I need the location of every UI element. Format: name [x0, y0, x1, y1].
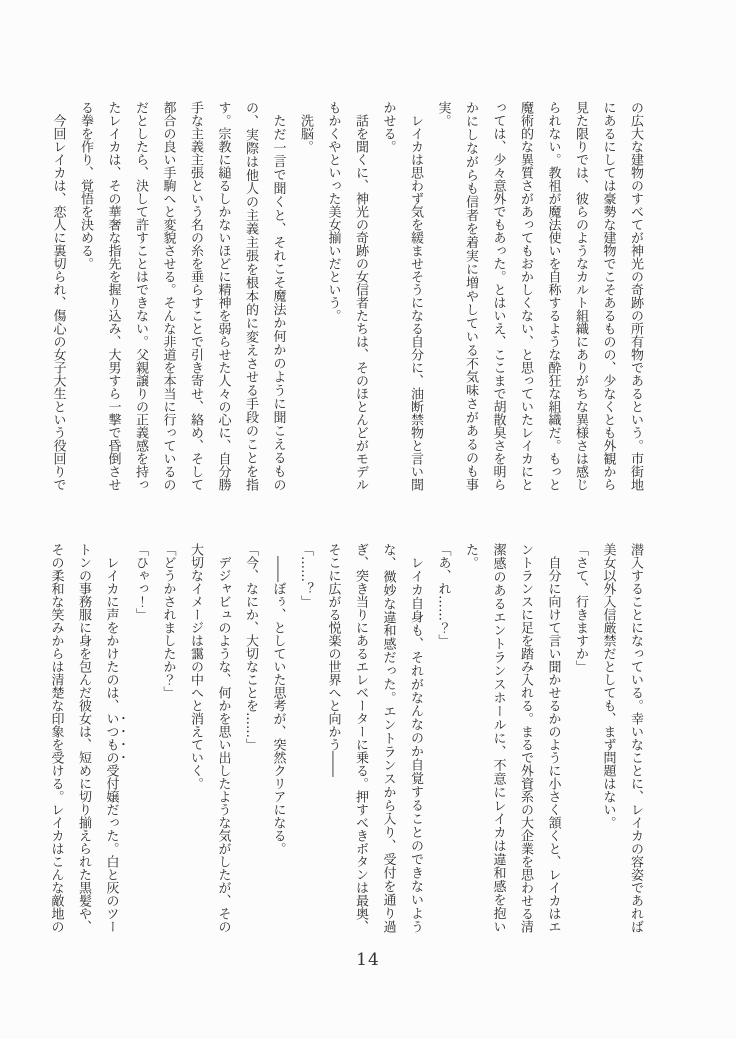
paragraph: [237, 543, 265, 933]
paragraph: [567, 543, 595, 933]
text-run: 今回レイカは、恋人に裏切られ、傷心の女子大生という役回りで: [50, 114, 66, 491]
text-run: レイカ自身も、それがなんなのか自覚することのできないような、微妙な違和感だった。エントランスから入り、受付を通り過ぎ、突き当りにあるエレベーターに乗る。押すべきボタンは最奥、そこに広がる悦楽の世界へと向かう――: [325, 543, 423, 934]
paragraph: [319, 543, 429, 933]
text-run: 「……？」: [298, 543, 313, 608]
text-run: の広大な建物のすべてが神光の奇跡の所有物であるという。市街地にあるにしては豪勢な建物でこそあるものの、少なくとも外観から見た限りでは、彼らのようなカルト組織にありがちな異様さは感じられない。教祖が魔法使いを自称するような酔狂な組織だ。もっと魔術的な異質さがあってもおかしくない、と思っていたレイカにとっては、少々意外でもあった。とはいえ、ここまで胡散臭さを明らかにしながらも信者を着実に増やしている不気味さがあるのも事実。: [435, 101, 643, 491]
text-run: 話を聞くに、神光の奇跡の女信者たちは、そのほとんどがモデルもかくやといった美女揃いだという。: [325, 101, 368, 491]
paragraph: [264, 543, 292, 933]
text-run: ただ一言で聞くと、それこそ魔法か何かのように聞こえるものの、実際は他人の主義主張を根本的に変えさせる手段のことを指す。宗教に縋るしかないほどに精神を弱らせた人々の心に、自分勝手な主義主張という名の糸を垂らすことで引き寄せ、絡め、そして都合の良い手駒へと変貌させる。そんな非道を本当に行っているのだとしたら、決して許すことはできない。父親譲りの正義感を持ったレイカは、その華奢な指先を握り込み、大男すら一撃で昏倒させる拳を作り、覚悟を決める。: [78, 101, 286, 491]
text-run: 洗脳。: [298, 114, 313, 153]
paragraph: [374, 101, 429, 491]
text-run: 自分に向けて言い聞かせるかのように小さく頷くと、レイカはエントランスに足を踏み入れる。まるで外資系の大企業を思わせる清潔感のあるエントランスホールに、不意にレイカは違和感を抱いた。: [463, 543, 561, 933]
text-band-bottom: [42, 543, 649, 933]
text-run: 受付嬢だった。白と灰のツートンの事務服に身を包んだ彼女は、短めに切り揃えられた黒髪や、その柔和な笑みからは清楚な印象を受ける。レイカはこんな敵地の: [48, 543, 119, 933]
paragraph: [429, 543, 457, 933]
paragraph: [42, 543, 127, 933]
paragraph: [182, 543, 237, 933]
emphasized-text: いつもの: [103, 712, 119, 764]
paragraph: [292, 101, 320, 491]
paragraph: [72, 101, 292, 491]
text-run: 「今、なにか、大切なことを……」: [243, 543, 258, 751]
text-run: 潜入することになっている。幸いなことに、レイカの容姿であれば美女以外入信厳禁だとしても、まず問題はない。: [600, 543, 643, 933]
paragraph: [319, 101, 374, 491]
text-run: 「さて、行きますか」: [573, 543, 588, 673]
text-run: ――ぼぅ、としていた思考が、突然クリアになる。: [270, 556, 286, 855]
paragraph: [154, 543, 182, 933]
paragraph: [292, 543, 320, 933]
paragraph: [127, 543, 155, 933]
text-band-top: [44, 101, 649, 491]
text-run: 「あ、れ……？」: [435, 543, 451, 647]
text-run: デジャビュのような、何かを思い出したような気がしたが、その大切なイメージは靄の中へと消えていく。: [188, 543, 231, 933]
text-run: レイカは思わず気を緩ませそうになる自分に、油断禁物と言い聞かせる。: [380, 101, 423, 491]
page-number: 14: [356, 950, 380, 970]
text-run: 「ひゃっ！」: [133, 543, 148, 621]
text-run: レイカに声をかけたのは、: [103, 556, 119, 712]
paragraph: [594, 543, 649, 933]
paragraph: [44, 101, 72, 491]
paragraph: [429, 101, 649, 491]
paragraph: [457, 543, 567, 933]
text-run: 「どうかされましたか？」: [160, 543, 176, 699]
